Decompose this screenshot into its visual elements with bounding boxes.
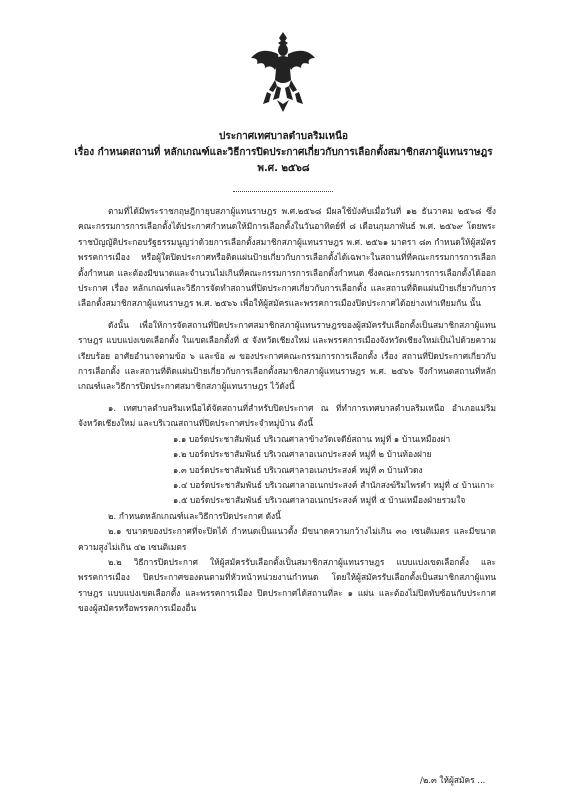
rule-item: ๒.๒ วิธีการปิดประกาศ ให้ผู้สมัครรับเลือกตั้งเป็นสมาชิกสภาผู้แทนราษฎร แบบแบ่งเขตเลือกตั้ง และพรรคการเมือง ปิดประกาศของตนตามที่หัวหน้าหน่วยงานกำหนด โดยให้ผู้สมัครรับเลือกตั้งเป็นสมาชิกสภาผู้แทนราษฎร แบบแบ่งเขตเลือกตั้ง และพรรคการเมือง ปิดประกาศได้สถานที่ละ ๑ แผ่น และต้องไม่ปิดทับซ้อนกับประกาศของผู้สมัครหรือพรรคการเมืองอื่น (78, 556, 496, 614)
location-item: ๑.๕ บอร์ดประชาสัมพันธ์ บริเวณศาลาอเนกประสงค์ หมู่ที่ ๕ บ้านเหมืองฝ่ายรวมใจ (173, 495, 466, 506)
announcement-subject: เรื่อง กำหนดสถานที่ หลักเกณฑ์และวิธีการปิดประกาศเกี่ยวกับการเลือกตั้งสมาชิกสภาผู้แทนราษฎร (74, 147, 493, 158)
garuda-emblem-icon (247, 28, 319, 116)
paragraph-authority: ดังนั้น เพื่อให้การจัดสถานที่ปิดประกาศสมาชิกสภาผู้แทนราษฎรของผู้สมัครรับเลือกตั้งเป็นสมาชิกสภาผู้แทนราษฎร แบบแบ่งเขตเลือกตั้ง ในเขตเลือกตั้งที่ ๕ จังหวัดเชียงใหม่ และพรรคการเมืองจังหวัดเชียงใหม่เป็นไปด้วยความเรียบร้อย อาศัยอำนาจตามข้อ ๖ และข้อ ๗ ของประกาศคณะกรรมการการเลือกตั้ง เรื่อง สถานที่ปิดประกาศเกี่ยวกับการเลือกตั้ง และสถานที่ติดแผ่นป้ายเกี่ยวกับการเลือกตั้งสมาชิกสภาผู้แทนราษฎร พ.ศ. ๒๕๖๖ จึงกำหนดสถานที่หลักเกณฑ์และวิธีการปิดประกาศสมาชิกสภาผู้แทนราษฎร ไว้ดังนี้ (78, 319, 496, 392)
location-item: ๑.๔ บอร์ดประชาสัมพันธ์ บริเวณศาลาอเนกประสงค์ สำนักสงฆ์ริมไพรคำ หมู่ที่ ๔ บ้านเกาะ (173, 479, 495, 490)
continuation-note: /๒.๓ ให้ผู้สมัคร ... (420, 775, 486, 785)
section-2-title: ๒. กำหนดหลักเกณฑ์และวิธีการปิดประกาศ ดังนี้ (108, 510, 281, 521)
announcement-year: พ.ศ. ๒๕๖๘ (257, 163, 310, 174)
paragraph-preamble: ตามที่ได้มีพระราชกฤษฎีกายุบสภาผู้แทนราษฎร พ.ศ.๒๕๖๘ มีผลใช้บังคับเมื่อวันที่ ๑๒ ธันวาคม ๒๕๖๘ ซึ่งคณะกรรมการการเลือกตั้งได้ประกาศกำหนดให้มีการเลือกตั้งในวันอาทิตย์ที่ ๘ เดือนกุมภาพันธ์ พ.ศ. ๒๕๖๙ โดยพระราชบัญญัติประกอบรัฐธรรมนูญว่าด้วยการเลือกตั้งสมาชิกสภาผู้แทนราษฎร พ.ศ. ๒๕๖๑ มาตรา ๘๓ กำหนดให้ผู้สมัคร พรรคการเมือง หรือผู้ใดปิดประกาศหรือติดแผ่นป้ายเกี่ยวกับการเลือกตั้งได้เฉพาะในสถานที่ที่คณะกรรมการการเลือกตั้งกำหนด และต้องมีขนาดและจำนวนไม่เกินที่คณะกรรมการการเลือกตั้งกำหนด ซึ่งคณะกรรมการการเลือกตั้งได้ออกประกาศ เรื่อง หลักเกณฑ์และวิธีการจัดทำสถานที่ปิดประกาศเกี่ยวกับการเลือกตั้ง และสถานที่ติดแผ่นป้ายเกี่ยวกับการเลือกตั้งสมาชิกสภาผู้แทนราษฎร พ.ศ. ๒๕๖๖ เพื่อให้ผู้สมัครและพรรคการเมืองปิดประกาศได้อย่างเท่าเทียมกัน นั้น (78, 206, 496, 309)
document-body (78, 204, 496, 617)
rule-item: ๒.๑ ขนาดของประกาศที่จะปิดได้ กำหนดเป็นแนวตั้ง มีขนาดความกว้างไม่เกิน ๓๐ เซนติเมตร และมีขนาดความสูงไม่เกิน ๔๒ เซนติเมตร (78, 526, 496, 552)
dotted-divider (233, 191, 333, 192)
location-item: ๑.๓ บอร์ดประชาสัมพันธ์ บริเวณศาลาอเนกประสงค์ หมู่ที่ ๓ บ้านหัวดง (173, 464, 423, 475)
location-item: ๑.๒ บอร์ดประชาสัมพันธ์ บริเวณศาลาอเนกประสงค์ หมู่ที่ ๒ บ้านท้องฝาย (173, 449, 432, 460)
announcement-issuer: ประกาศเทศบาลตำบลริมเหนือ (219, 131, 348, 142)
location-item: ๑.๑ บอร์ดประชาสัมพันธ์ บริเวณศาลาข้างวัดเจดีย์สถาน หมู่ที่ ๑ บ้านเหมืองผ่า (173, 433, 451, 444)
paragraph-section-1: ๑. เทศบาลตำบลริมเหนือได้จัดสถานที่สำหรับปิดประกาศ ณ ที่ทำการเทศบาลตำบลริมเหนือ อำเภอแม่ริม จังหวัดเชียงใหม่ และบริเวณสถานที่ปิดประกาศประจำหมู่บ้าน ดังนี้ (78, 402, 496, 429)
